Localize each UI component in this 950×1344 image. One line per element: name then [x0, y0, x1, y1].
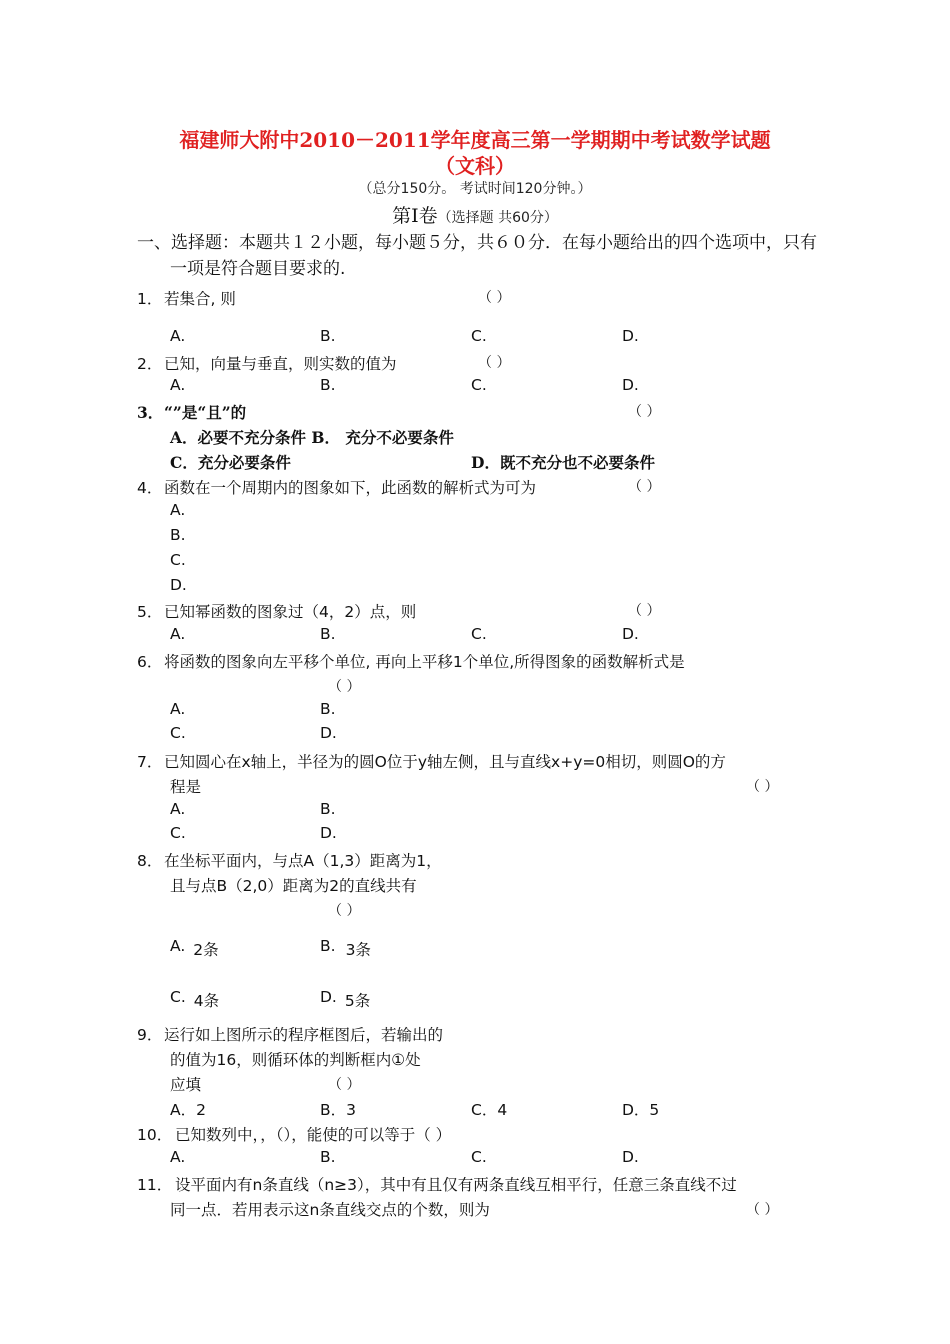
exam-note: （总分150分。 考试时间120分钟。）	[358, 181, 592, 197]
q8-option-a	[170, 934, 219, 959]
q6-option-d: D.	[320, 724, 337, 742]
q1-option-c: C.	[471, 327, 487, 345]
q2-number: 2．	[137, 355, 163, 373]
q4-option-a: A.	[170, 501, 186, 519]
q7-option-d: D.	[320, 824, 337, 842]
q5-answer-paren: （ ）	[628, 603, 661, 619]
q7-answer-paren: （ ）	[746, 779, 779, 795]
q5-option-c: C.	[471, 625, 487, 643]
q3-number: 3．	[137, 403, 164, 422]
q9-text: 运行如上图所示的程序框图后，若输出的	[164, 1026, 444, 1044]
q8-text: 在坐标平面内，与点A（1,3）距离为1，	[164, 852, 442, 870]
q4-answer-paren: （ ）	[628, 479, 661, 495]
q1-option-d: D.	[622, 327, 639, 345]
q1-text: 若集合, 则	[164, 290, 236, 308]
q9-text-continued-2: 应填	[170, 1076, 202, 1094]
q7-text: 已知圆心在x轴上，半径为的圆O位于y轴左侧，且与直线x+y=0相切，则圆O的方	[164, 753, 726, 771]
q8-option-c-value: 4条	[193, 992, 220, 1010]
q10-number: 10．	[137, 1126, 173, 1144]
q7-number: 7．	[137, 753, 163, 771]
q7-option-c: C.	[170, 824, 186, 842]
q2-option-d: D.	[622, 376, 639, 394]
q4-option-b: B.	[170, 526, 186, 544]
q2-option-c: C.	[471, 376, 487, 394]
q3-option-ab: A．必要不充分条件 B． 充分不必要条件	[170, 428, 454, 447]
q5-option-a: A.	[170, 625, 186, 643]
q8-option-d	[320, 985, 371, 1010]
q8-answer-paren: （ ）	[328, 903, 361, 919]
q6-option-b: B.	[320, 700, 336, 718]
q4-number: 4．	[137, 479, 163, 497]
q8-option-c	[170, 985, 220, 1010]
q11-text-continued: 同一点．若用表示这n条直线交点的个数，则为	[170, 1201, 490, 1219]
q8-option-b-value: 3条	[345, 941, 371, 959]
exam-subtitle: （文科）	[435, 154, 515, 178]
q10-text: 已知数列中，，（），能使的可以等于（ ）	[175, 1126, 452, 1144]
q7-text-continued: 程是	[170, 778, 202, 796]
q8-number: 8．	[137, 852, 163, 870]
q1-answer-paren: （ ）	[478, 290, 511, 306]
section-intro-line1: 一、选择题：本题共１２小题，每小题５分，共６０分．在每小题给出的四个选项中，只有	[137, 233, 817, 253]
q8-option-c-label: C.	[170, 988, 186, 1006]
q8-option-b	[320, 934, 371, 959]
q9-option-a: A．2	[170, 1101, 206, 1119]
q5-text: 已知幂函数的图象过（4，2）点，则	[164, 603, 417, 621]
part-title: 第Ⅰ卷	[392, 205, 438, 227]
q6-option-c: C.	[170, 724, 186, 742]
q4-text: 函数在一个周期内的图象如下，此函数的解析式为可为	[164, 479, 537, 497]
q9-option-b: B．3	[320, 1101, 356, 1119]
part-note: （选择题 共60分）	[437, 210, 558, 226]
q10-option-b: B.	[320, 1148, 336, 1166]
q8-option-b-label: B.	[320, 937, 336, 955]
q2-answer-paren: （ ）	[478, 355, 511, 371]
q2-option-b: B.	[320, 376, 336, 394]
q3-answer-paren: （ ）	[628, 404, 661, 420]
q2-option-a: A.	[170, 376, 186, 394]
q11-text: 设平面内有n条直线（n≥3），其中有且仅有两条直线互相平行，任意三条直线不过	[175, 1176, 737, 1194]
q2-text: 已知，向量与垂直，则实数的值为	[164, 355, 397, 373]
q6-answer-paren: （ ）	[328, 679, 361, 695]
q4-option-d: D.	[170, 576, 187, 594]
section-intro-line2: 一项是符合题目要求的.	[170, 259, 346, 279]
q3-text: “”是“且”的	[164, 403, 247, 422]
q9-number: 9．	[137, 1026, 163, 1044]
q10-option-a: A.	[170, 1148, 186, 1166]
exam-title: 福建师大附中2010－2011学年度高三第一学期期中考试数学试题	[179, 128, 771, 152]
q1-option-b: B.	[320, 327, 336, 345]
q6-number: 6．	[137, 653, 163, 671]
q6-option-a: A.	[170, 700, 186, 718]
q9-option-c: C．4	[471, 1101, 508, 1119]
part-heading	[0, 201, 950, 228]
q8-option-a-value: 2条	[193, 941, 219, 959]
q1-option-a: A.	[170, 327, 186, 345]
q1-number: 1．	[137, 290, 163, 308]
q9-text-continued: 的值为16，则循环体的判断框内①处	[170, 1051, 421, 1069]
q7-option-a: A.	[170, 800, 186, 818]
q8-option-a-label: A.	[170, 937, 186, 955]
q9-answer-paren: （ ）	[328, 1077, 361, 1093]
q9-option-d: D．5	[622, 1101, 660, 1119]
q3-option-c: C．充分必要条件	[170, 453, 291, 472]
q6-text: 将函数的图象向左平移个单位, 再向上平移1个单位,所得图象的函数解析式是	[164, 653, 685, 671]
q11-number: 11．	[137, 1176, 173, 1194]
q4-option-c: C.	[170, 551, 186, 569]
q3-option-d: D．既不充分也不必要条件	[471, 453, 655, 472]
q5-option-d: D.	[622, 625, 639, 643]
q8-option-d-value: 5条	[344, 992, 371, 1010]
q5-number: 5．	[137, 603, 163, 621]
q5-option-b: B.	[320, 625, 336, 643]
q8-text-continued: 且与点B（2,0）距离为2的直线共有	[170, 877, 417, 895]
q8-option-d-label: D.	[320, 988, 337, 1006]
q11-answer-paren: （ ）	[746, 1202, 779, 1218]
q10-option-d: D.	[622, 1148, 639, 1166]
q7-option-b: B.	[320, 800, 336, 818]
q10-option-c: C.	[471, 1148, 487, 1166]
